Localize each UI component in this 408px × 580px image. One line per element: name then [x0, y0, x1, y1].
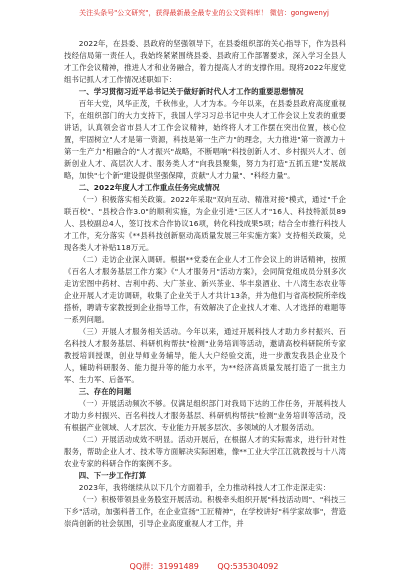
paragraph: （三）开展人才服务相关活动。今年以来，通过开展科技人才助力乡村振兴、百名科技人才服务基层、科研机构帮扶"检测"业务培训等活动，邀请高校科研院所专家教授培训授课，创业导师业务辅导，能人大户经验交流，进一步激发我县企业及个人，辅助科研服务、能力提升等的能力水平，为**经济高质量发展打造了一批主力军、生力军、后备军。 — [64, 327, 346, 384]
intro-paragraph: 2022年，在县委、县政府的坚强领导下，在县委组织部的关心指导下，作为县科技经信局第一责任人，我始终紧紧围绕县委、县政府工作部署要求，深入学习全县人才工作会议精神，推进人才和业务融合，着力提高人才的支撑作用。现将2022年度党组书记抓人才工作情况述职如下： — [64, 39, 346, 84]
qq-group-text: QQ群：31991489 — [129, 562, 199, 571]
document-body — [64, 38, 346, 548]
paragraph: （一）开展活动频次不够。仅满足组织部门对我局下达的工作任务，开展科技人才助力乡村振兴、百名科技人才服务基层、科研机构帮扶"检测"业务培训等活动，没有根据产业领域、人才层次、专业能力开展多层次、多领域的人才服务活动。 — [64, 399, 346, 432]
paragraph: （二）走访企业深入调研。根据**党委在企业人才工作会议上的讲话精神，按照《百名人才服务基层工作方案》《"人才服务月"活动方案》，会同简党组成员分别多次走访宏图中药材、吉利中药、大广茶业、新兴茶业、华丰泉酒业、十八湾生态农业等企业开展人才走访调研，收集了企业关于人才共计13条，并为他们与省高校院所牵线搭桥，聘请专家教授到企业指导工作，有效解决了企业找人才难、人才选择的难题等一系列问题。 — [64, 255, 346, 324]
paragraph: （二）开展活动成效不明显。活动开展后，在根据人才的实际需求，进行针对性服务，帮助企业人才、技术等方面解决实际困难，像**工业大学江江就教授与十八湾农业专家的科研合作的案例不多。 — [64, 435, 346, 468]
paragraph: （一）积极带领县业务股室开展活动。积极牵头组织开展"科技活动周"、"科技三下乡"活动，加强科普工作，在企业宣扬"工匠精神"，在学校讲好"科学家故事"，营造崇尚创新的社会氛围，引导企业高度重视人才工作，并 — [64, 495, 346, 528]
section-heading-1: 一、学习贯彻习近平总书记关于做好新时代人才工作的重要思想情况 — [78, 87, 304, 96]
section-heading-2: 二、2022年度人才工作重点任务完成情况 — [78, 183, 220, 192]
section-heading-3: 三、存在的问题 — [78, 387, 132, 396]
contact-footer — [0, 560, 408, 574]
promo-banner: 关注头条号"公文研究"，获得最新最全最专业的公文资料库！ 微信：gongwenyj — [79, 9, 329, 17]
paragraph: 百年大党，风华正茂，千秋伟业，人才为本。今年以来，在县委县政府高度重视下，在组织部门的大力支持下，我国人学习习总书记中央人才工作会议上发表的重要讲话，认真领会省市县人才工作会议精神，始终将人才工作摆在突出位置，核心位置，牢固树立"人才是第一资源，科技是第一生产力"的理念，大力推进"第一资源力＋第一生产力"相融合的"人才振兴"战略，不断唱响"科技创新人才、乡村振兴人才、创新创业人才、高层次人才、服务类人才"向我县聚集，努力为打造"五抓五建"发展战略，加快"七个新"建设提供坚强保障，贡献"人才力量"、"科经力量"。 — [64, 99, 346, 180]
qq-contact-text: QQ:535304092 — [217, 562, 279, 571]
paragraph: （一）积极落实相关政策。2022年采取"双向互动、精准对接"模式，通过"千企联百校"、"县校合作3.0"的顺利实施，为企业引进"三区人才"16人、科技特派员89人、县校副总4人，签订技术合作协议16项，转化科技成果5项；结合全市推行科技人才工作，充分落实《**县科技创新驱动高质量发展三年实施方案》支持相关政策，兑现各类人才补贴118万元。 — [64, 195, 346, 252]
paragraph: 2023年，我将继续从以下几个方面着手，全力推动科技人才工作走深走实： — [78, 483, 331, 492]
section-heading-4: 四、下一步工作打算 — [78, 471, 147, 480]
